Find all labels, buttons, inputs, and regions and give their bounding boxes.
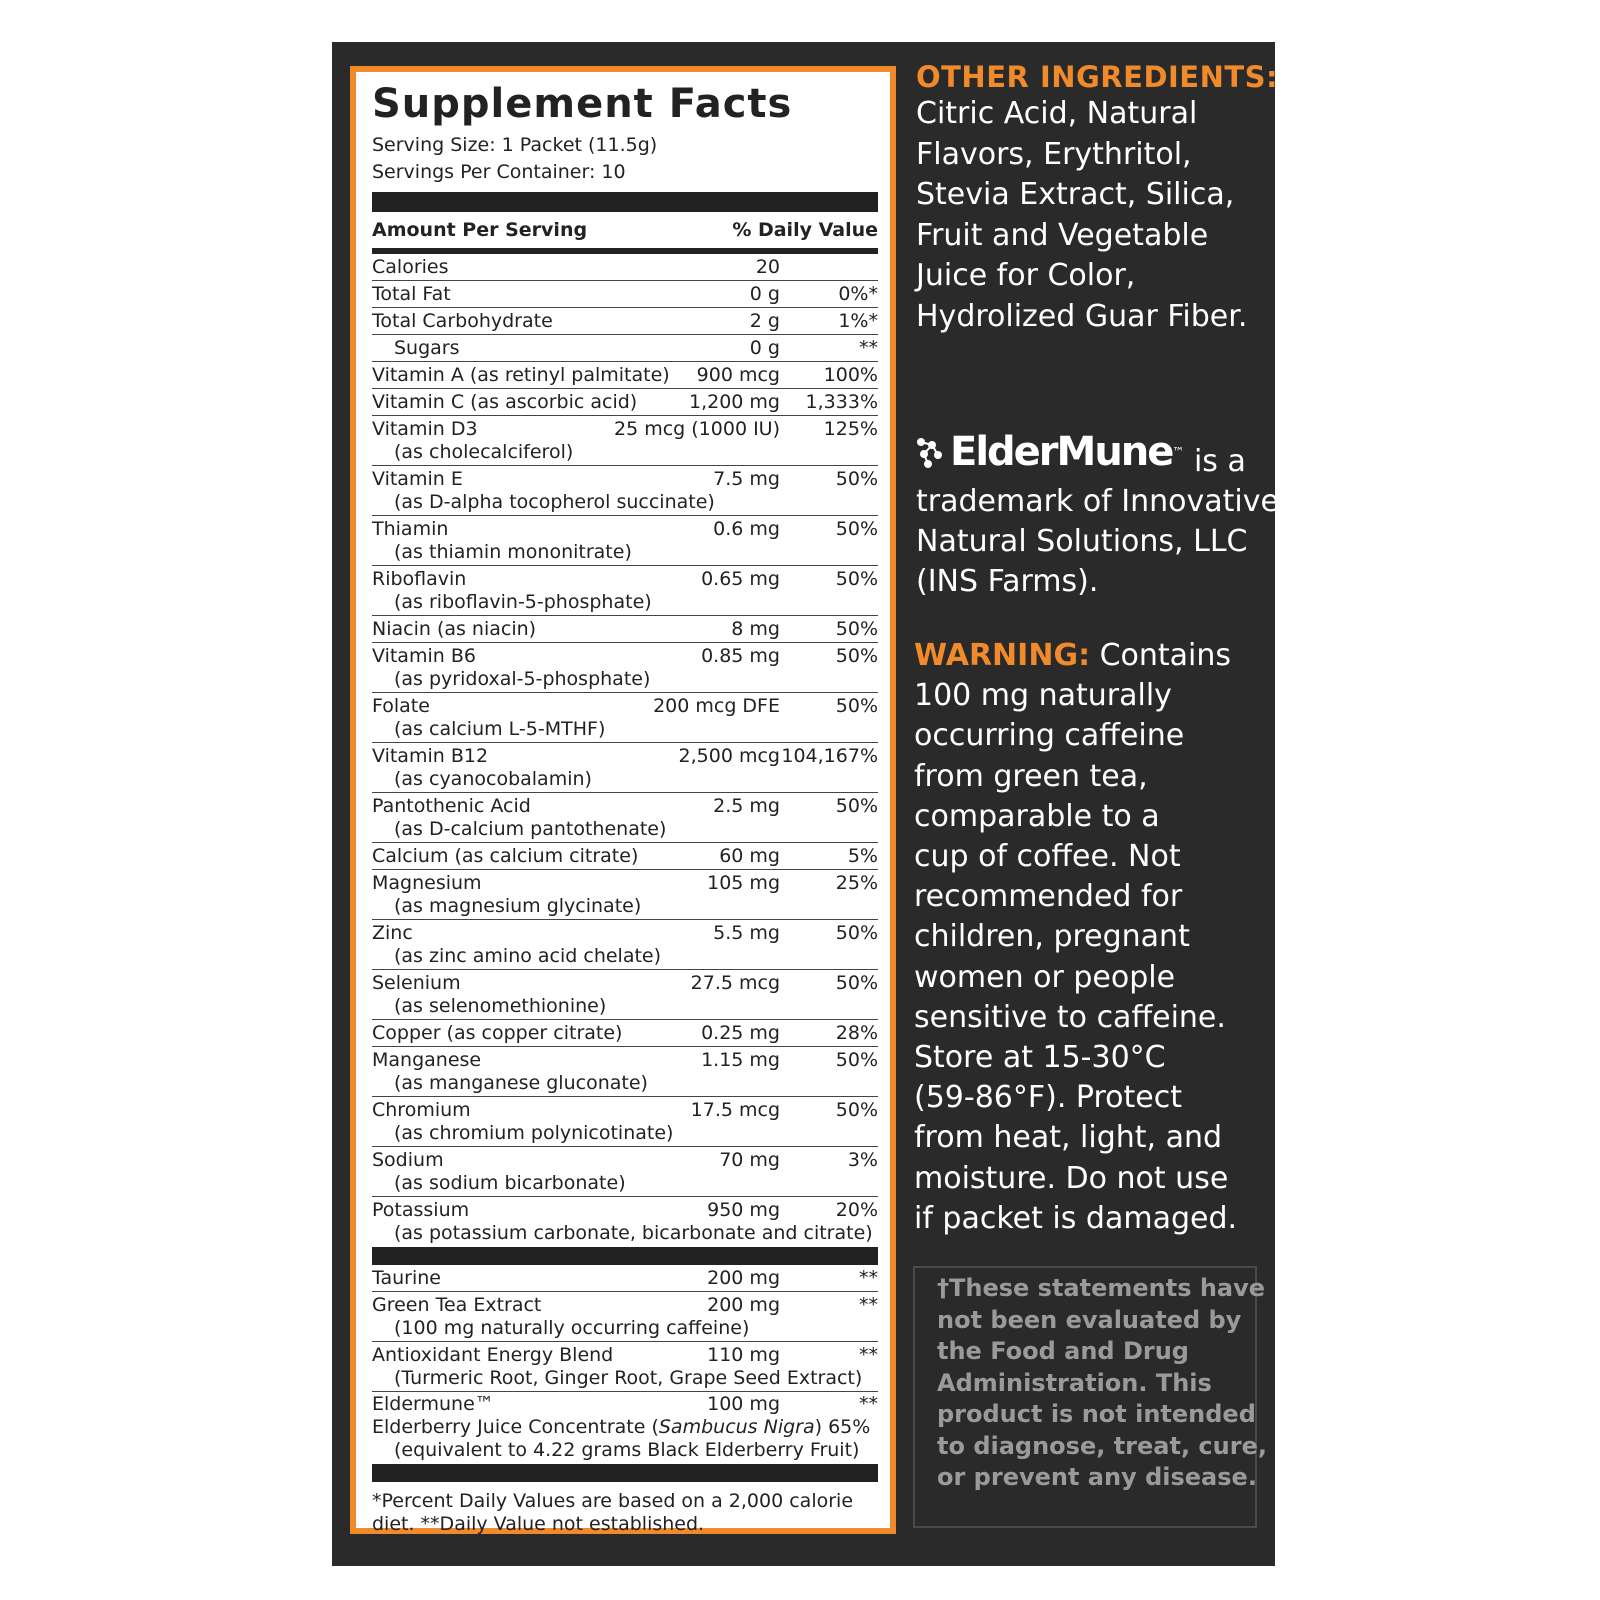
fda-disclaimer-line: Administration. This [937,1368,1212,1397]
trademark-line: Natural Solutions, LLC [916,524,1248,559]
nutrient-name: Selenium [372,972,461,994]
nutrient-source: (as D-alpha tocopherol succinate) [394,491,715,513]
divider-thick [372,192,878,212]
other-ingredients-line: Stevia Extract, Silica, [916,177,1235,212]
nutrient-daily-value: ** [859,1344,878,1366]
nutrient-row [372,466,878,516]
nutrient-name: Folate [372,695,430,717]
nutrient-amount: 0 g [749,337,780,359]
nutrient-daily-value: 20% [835,1199,878,1221]
eldermune-concentrate-text: Elderberry Juice Concentrate ( [372,1416,659,1438]
nutrient-name: Vitamin B6 [372,645,476,667]
nutrient-amount: 200 mg [707,1267,780,1289]
nutrient-amount: 60 mg [719,845,780,867]
warning [914,636,1274,1239]
other-ingredients [916,60,1279,337]
other-ingredients-heading: OTHER INGREDIENTS: [916,60,1279,94]
nutrient-daily-value: ** [859,1294,878,1316]
logo-tm: ™ [1172,445,1185,459]
nutrient-daily-value: 50% [835,645,878,667]
elderberry-icon [916,433,950,471]
nutrient-row [372,970,878,1020]
warning-line-1 [914,636,1274,676]
eldermune-dv: ** [859,1393,878,1415]
other-ingredients-line: Flavors, Erythritol, [916,136,1192,172]
other-nutrient-rows [372,1265,878,1392]
nutrient-amount: 105 mg [707,872,780,894]
other-ingredients-line: Citric Acid, Natural [916,96,1198,131]
eldermune-name: Eldermune™ [372,1393,494,1415]
nutrient-amount: 1.15 mg [701,1049,780,1071]
nutrient-source: (as selenomethionine) [394,995,607,1017]
nutrient-daily-value: 1%* [838,310,878,332]
nutrient-source: (as thiamin mononitrate) [394,541,632,563]
nutrient-daily-value: 28% [835,1022,878,1044]
nutrient-daily-value: 0%* [838,283,878,305]
warning-line: 100 mg naturally [914,678,1172,714]
nutrient-amount: 2,500 mcg [678,745,780,767]
nutrient-daily-value: 1,333% [805,391,878,413]
nutrient-row [372,1342,878,1392]
eldermune-latin-name: Sambucus Nigra [658,1416,815,1438]
nutrient-daily-value: 25% [835,872,878,894]
nutrient-name: Chromium [372,1099,471,1121]
warning-line: sensitive to caffeine. [914,999,1226,1035]
nutrient-daily-value: 50% [835,695,878,717]
nutrient-name: Thiamin [372,518,449,540]
table-header [372,212,878,248]
nutrient-row [372,1197,878,1247]
nutrient-amount: 1,200 mg [688,391,780,413]
other-ingredients-line: Juice for Color, [916,258,1136,293]
nutrient-amount: 17.5 mcg [690,1099,780,1121]
nutrient-daily-value: 50% [835,1049,878,1071]
footnote-line-1: *Percent Daily Values are based on a 2,000 calorie [372,1490,854,1512]
warning-line: (59-86°F). Protect [914,1080,1182,1116]
nutrient-amount: 200 mg [707,1294,780,1316]
servings-per-container: Servings Per Container: 10 [372,161,626,183]
nutrient-name: Vitamin B12 [372,745,489,767]
nutrient-row [372,416,878,466]
nutrient-amount: 8 mg [731,618,780,640]
nutrient-name: Calcium (as calcium citrate) [372,845,639,867]
trademark-line-1 [916,429,1266,482]
nutrient-daily-value: 50% [835,618,878,640]
nutrient-row [372,870,878,920]
nutrient-name: Potassium [372,1199,470,1221]
nutrient-row [372,516,878,566]
nutrient-name: Total Carbohydrate [372,310,553,332]
warning-line: comparable to a [914,798,1160,834]
nutrient-name: Niacin (as niacin) [372,618,537,640]
warning-label: WARNING: [914,638,1091,673]
nutrient-source: (as calcium L-5-MTHF) [394,718,606,740]
nutrient-amount: 110 mg [707,1344,780,1366]
nutrient-source: (as sodium bicarbonate) [394,1172,626,1194]
warning-line: from green tea, [914,758,1148,794]
nutrient-daily-value: 50% [835,922,878,944]
footnote-line-2: diet. **Daily Value not established. [372,1513,705,1535]
nutrient-row [372,566,878,616]
nutrient-name: Sugars [394,337,460,359]
nutrient-daily-value: 50% [835,568,878,590]
eldermune-row [372,1392,878,1464]
nutrient-daily-value: 125% [823,418,878,440]
eldermune-concentrate [372,1415,870,1439]
footnote [372,1482,878,1536]
nutrient-name: Zinc [372,922,413,944]
header-amount-per-serving: Amount Per Serving [372,219,588,241]
warning-line: Store at 15-30°C [914,1040,1166,1076]
nutrient-daily-value: 100% [823,364,878,386]
nutrient-row [372,335,878,362]
nutrient-name: Manganese [372,1049,482,1071]
nutrient-amount: 2.5 mg [713,795,780,817]
trademark-line: (INS Farms). [916,564,1099,599]
nutrient-name: Riboflavin [372,568,467,590]
nutrient-row [372,920,878,970]
warning-line: children, pregnant [914,919,1190,955]
eldermune-concentrate-percent: ) 65% [814,1416,871,1438]
nutrient-name: Copper (as copper citrate) [372,1022,623,1044]
nutrient-row [372,308,878,335]
nutrient-source: (as zinc amino acid chelate) [394,945,662,967]
trademark-lines [916,482,1279,602]
other-ingredients-list [916,94,1266,337]
supplement-facts-title: Supplement Facts [372,81,793,127]
trademark-statement [916,429,1279,602]
nutrient-row [372,843,878,870]
nutrient-amount: 7.5 mg [713,468,780,490]
nutrient-source: (Turmeric Root, Ginger Root, Grape Seed Extract) [394,1367,863,1389]
warning-line: moisture. Do not use [914,1160,1229,1196]
nutrient-row [372,254,878,281]
nutrient-amount: 20 [755,256,780,278]
nutrient-daily-value: 50% [835,972,878,994]
warning-line: recommended for [914,879,1183,915]
warning-line: cup of coffee. Not [914,839,1181,875]
other-ingredients-line: Hydrolized Guar Fiber. [916,298,1248,334]
nutrient-amount: 2 g [749,310,780,332]
nutrient-row [372,1097,878,1147]
nutrient-row [372,643,878,693]
nutrient-amount: 25 mcg (1000 IU) [614,418,780,440]
nutrient-name: Green Tea Extract [372,1294,542,1316]
warning-line: occurring caffeine [914,718,1185,754]
nutrient-source: (as cholecalciferol) [394,441,574,463]
nutrient-row [372,1147,878,1197]
nutrient-amount: 0.25 mg [701,1022,780,1044]
trademark-line-1-tail: is a [1184,444,1246,479]
nutrient-amount: 0.6 mg [713,518,780,540]
nutrient-daily-value: 50% [835,795,878,817]
nutrient-row [372,793,878,843]
nutrient-name: Calories [372,256,449,278]
fda-disclaimer-line: not been evaluated by [937,1305,1242,1334]
fda-disclaimer-line: †These statements have [937,1274,1266,1302]
eldermune-amount: 100 mg [707,1393,780,1415]
trademark-line: trademark of Innovative [916,484,1279,519]
nutrient-source: (as manganese gluconate) [394,1072,648,1094]
nutrient-name: Vitamin D3 [372,418,478,440]
nutrient-amount: 5.5 mg [713,922,780,944]
nutrient-name: Sodium [372,1149,444,1171]
warning-lines [914,676,1274,1239]
nutrient-source: (as cyanocobalamin) [394,768,592,790]
nutrient-name: Vitamin A (as retinyl palmitate) [372,364,670,386]
supplement-facts [372,78,878,1536]
nutrient-row [372,693,878,743]
eldermune-logo [916,429,1185,475]
nutrient-row [372,1020,878,1047]
nutrient-amount: 0.85 mg [701,645,780,667]
nutrient-source: (as riboflavin-5-phosphate) [394,591,652,613]
nutrient-daily-value: ** [859,1267,878,1289]
nutrient-daily-value: 50% [835,468,878,490]
nutrient-name: Total Fat [372,283,451,305]
nutrient-daily-value: 50% [835,1099,878,1121]
fda-disclaimer-line: product is not intended [937,1400,1256,1428]
warning-line: women or people [914,959,1176,995]
nutrient-name: Taurine [372,1267,441,1289]
nutrient-row [372,616,878,643]
fda-disclaimer-line: the Food and Drug [937,1337,1189,1365]
warning-line-1-tail: Contains [1090,638,1232,673]
nutrient-amount: 0 g [749,283,780,305]
nutrient-row [372,281,878,308]
nutrient-row [372,1047,878,1097]
nutrient-daily-value: 104,167% [781,745,878,767]
nutrient-source: (as magnesium glycinate) [394,895,642,917]
nutrient-name: Vitamin E [372,468,463,490]
nutrient-daily-value: 5% [847,845,878,867]
nutrient-rows [372,254,878,1247]
nutrient-amount: 0.65 mg [701,568,780,590]
nutrient-source: (100 mg naturally occurring caffeine) [394,1317,750,1339]
nutrient-source: (as chromium polynicotinate) [394,1122,674,1144]
nutrient-source: (as potassium carbonate, bicarbonate and citrate) [394,1222,873,1244]
warning-line: from heat, light, and [914,1120,1223,1156]
nutrient-source: (as pyridoxal-5-phosphate) [394,668,651,690]
nutrient-amount: 70 mg [719,1149,780,1171]
header-daily-value: % Daily Value [732,219,878,241]
nutrient-name: Magnesium [372,872,482,894]
divider-thick [372,1247,878,1265]
fda-disclaimer-line: to diagnose, treat, cure, [937,1431,1267,1460]
nutrient-name: Vitamin C (as ascorbic acid) [372,391,638,413]
nutrient-row [372,389,878,416]
nutrient-daily-value: 50% [835,518,878,540]
nutrient-daily-value: ** [859,337,878,359]
nutrient-name: Antioxidant Energy Blend [372,1344,614,1366]
nutrient-row [372,1292,878,1342]
serving-size: Serving Size: 1 Packet (11.5g) [372,134,658,156]
nutrient-amount: 900 mcg [696,364,780,386]
fda-disclaimer-line: or prevent any disease. [937,1463,1257,1491]
warning-line: if packet is damaged. [914,1200,1238,1236]
nutrient-amount: 27.5 mcg [690,972,780,994]
logo-wordmark: ElderMune [950,429,1173,475]
nutrient-row [372,1265,878,1292]
nutrient-name: Pantothenic Acid [372,795,531,817]
nutrient-row [372,743,878,793]
other-ingredients-line: Fruit and Vegetable [916,217,1209,253]
eldermune-equivalent: (equivalent to 4.22 grams Black Elderberry Fruit) [394,1439,860,1461]
nutrient-source: (as D-calcium pantothenate) [394,818,667,840]
nutrient-daily-value: 3% [847,1149,878,1171]
nutrient-amount: 950 mg [707,1199,780,1221]
fda-disclaimer [913,1266,1267,1528]
nutrient-row [372,362,878,389]
divider-thick [372,1464,878,1482]
nutrient-amount: 200 mcg DFE [653,695,780,717]
